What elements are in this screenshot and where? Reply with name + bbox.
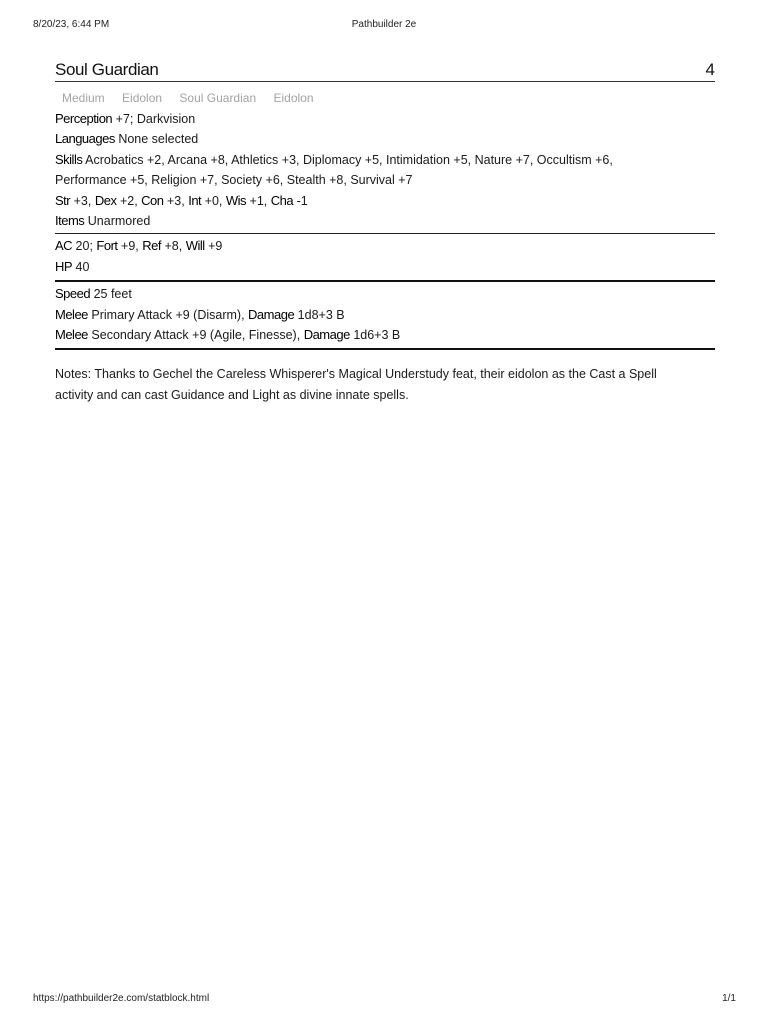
will-value: +9 xyxy=(208,239,223,254)
perception-value: +7; Darkvision xyxy=(115,112,196,126)
skills-label: Skills xyxy=(55,151,83,167)
ability-scores-line xyxy=(55,191,715,211)
perception-label: Perception xyxy=(55,111,113,126)
str-label: Str xyxy=(55,192,71,208)
items-value: Unarmored xyxy=(87,214,151,229)
skills-line-2 xyxy=(55,170,715,190)
print-url: https://pathbuilder2e.com/statblock.html xyxy=(33,993,210,1004)
melee-primary-line xyxy=(55,305,715,325)
print-datetime: 8/20/23, 6:44 PM xyxy=(33,19,110,30)
creature-name: Soul Guardian xyxy=(55,60,159,79)
hp-value: 40 xyxy=(75,259,90,274)
damage-label: Damage xyxy=(248,306,295,322)
ac-value: 20; xyxy=(75,239,93,254)
str-value: +3, xyxy=(73,193,92,208)
speed-value: 25 feet xyxy=(93,287,132,302)
con-label: Con xyxy=(141,192,164,208)
melee-secondary-value: Secondary Attack +9 (Agile, Finesse), xyxy=(91,328,301,343)
print-header xyxy=(0,19,768,33)
dex-value: +2, xyxy=(119,193,138,208)
melee-label: Melee xyxy=(55,306,88,322)
melee-secondary-line xyxy=(55,325,715,345)
melee-primary-value: Primary Attack +9 (Disarm), xyxy=(91,307,245,322)
ref-value: +8, xyxy=(164,239,183,254)
perception-line xyxy=(55,109,715,129)
wis-value: +1, xyxy=(249,193,268,208)
trait-size: Medium xyxy=(62,91,105,105)
damage-label-2: Damage xyxy=(303,327,350,343)
hp-label: HP xyxy=(55,258,73,274)
skills-value-1: Acrobatics +2, Arcana +8, Athletics +3, Diplomacy +5, Intimidation +5, Nature +7, Occultism +6, xyxy=(85,152,613,167)
speed-line xyxy=(55,284,715,304)
print-page-number: 1/1 xyxy=(722,993,736,1004)
speed-label: Speed xyxy=(55,286,91,302)
print-footer xyxy=(0,993,768,1007)
divider-notes xyxy=(55,348,715,350)
fort-label: Fort xyxy=(96,238,118,254)
statblock xyxy=(55,56,715,405)
con-value: +3, xyxy=(167,193,185,208)
stats-section xyxy=(55,109,715,231)
notes-line-1: Notes: Thanks to Gechel the Careless Whisperer's Magical Understudy feat, their eidolon as the Cast a Spell xyxy=(55,367,657,382)
offense-section xyxy=(55,284,715,345)
trait-list xyxy=(62,91,715,109)
notes-line-2: activity and can cast Guidance and Light as divine innate spells. xyxy=(55,387,409,402)
creature-level: 4 xyxy=(705,60,715,79)
damage-secondary-value: 1d6+3 B xyxy=(353,328,401,343)
defense-section xyxy=(55,236,715,277)
items-line xyxy=(55,211,715,231)
trait-eidolon-2: Eidolon xyxy=(273,91,314,105)
notes xyxy=(55,364,715,405)
will-label: Will xyxy=(185,238,205,254)
languages-line xyxy=(55,129,715,149)
fort-value: +9, xyxy=(121,239,139,254)
dex-label: Dex xyxy=(94,192,117,208)
languages-value: None selected xyxy=(118,132,199,147)
cha-label: Cha xyxy=(270,192,294,208)
trait-eidolon: Eidolon xyxy=(122,91,163,105)
saves-line xyxy=(55,236,715,256)
int-label: Int xyxy=(188,192,202,208)
wis-label: Wis xyxy=(225,192,247,208)
title-row xyxy=(55,56,715,82)
melee-label-2: Melee xyxy=(55,327,88,343)
print-title: Pathbuilder 2e xyxy=(351,19,417,30)
divider-offense xyxy=(55,280,715,282)
ref-label: Ref xyxy=(142,238,161,254)
damage-primary-value: 1d8+3 B xyxy=(297,307,345,322)
int-value: +0, xyxy=(204,193,223,208)
trait-soul-guardian: Soul Guardian xyxy=(179,91,257,105)
languages-label: Languages xyxy=(55,131,115,147)
skills-line xyxy=(55,150,715,170)
ac-label: AC xyxy=(55,238,73,254)
hp-line xyxy=(55,257,715,277)
skills-value-2: Performance +5, Religion +7, Society +6, Stealth +8, Survival +7 xyxy=(55,173,413,188)
items-label: Items xyxy=(55,213,85,229)
divider-defense xyxy=(55,233,715,234)
cha-value: -1 xyxy=(296,193,308,208)
